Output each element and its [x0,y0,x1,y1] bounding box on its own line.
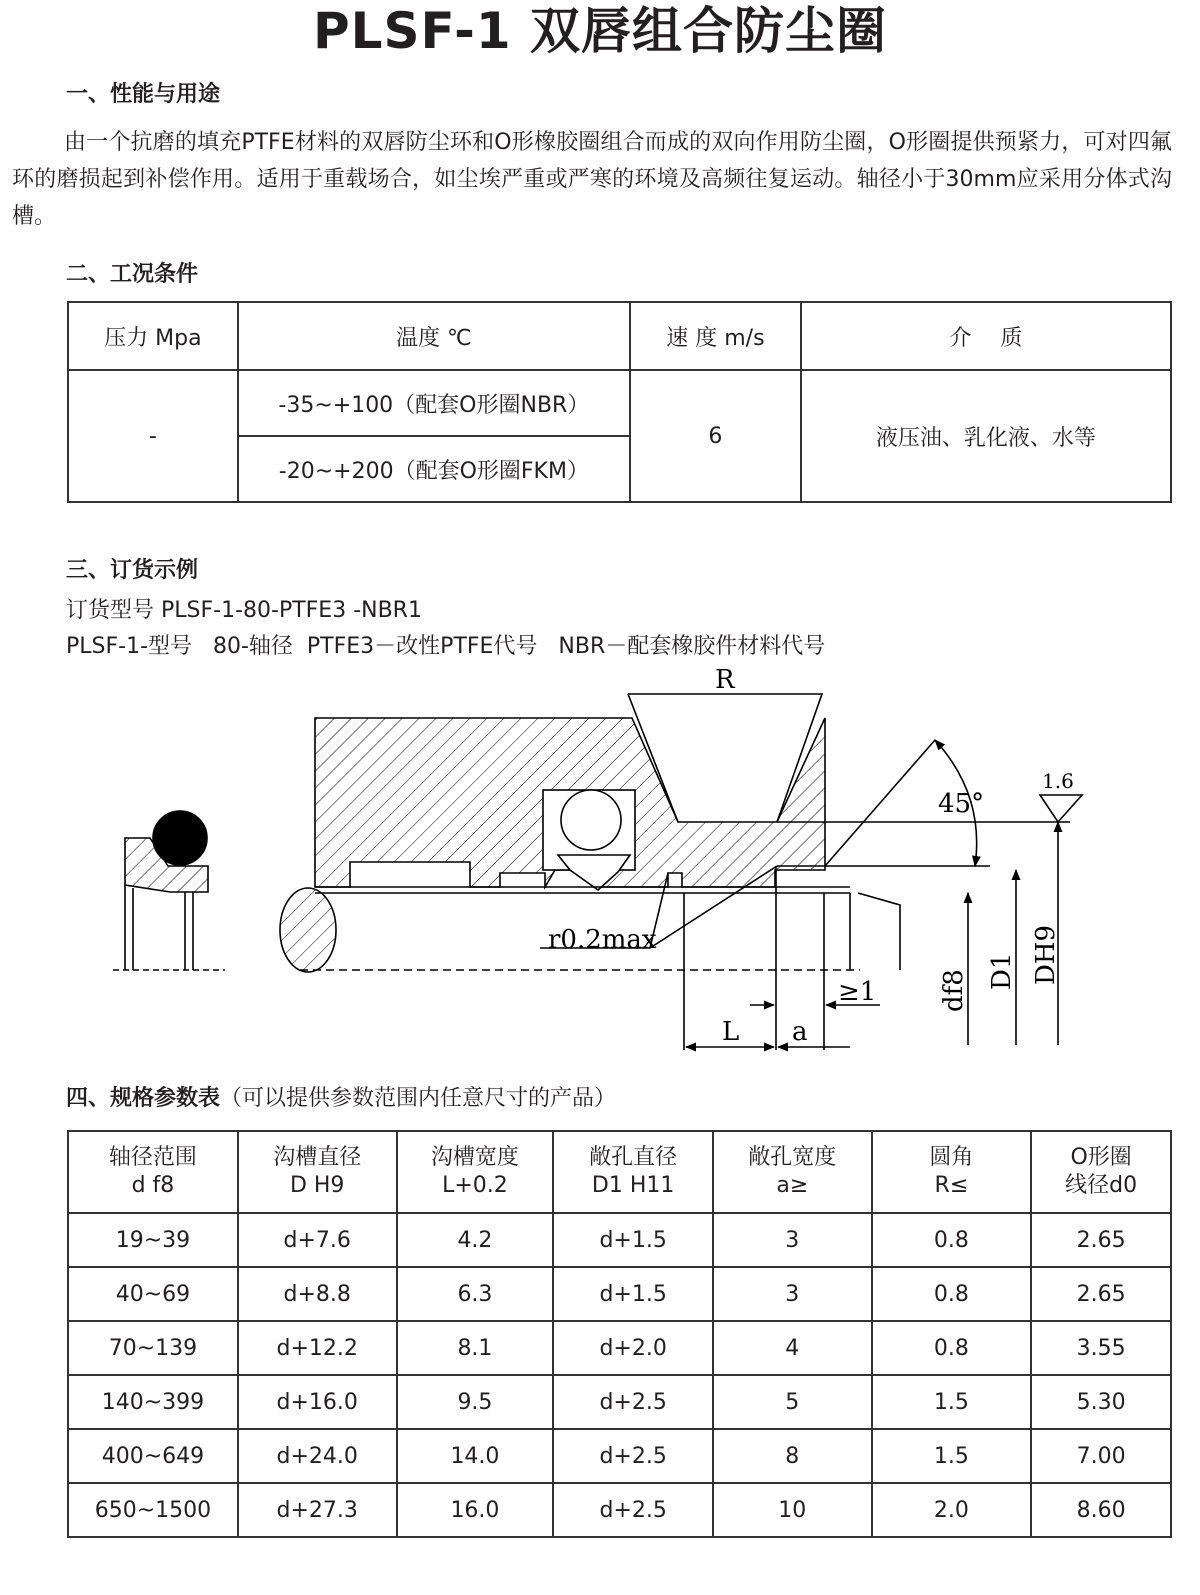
table-cell: d+8.8 [238,1267,397,1321]
table-cell: 7.00 [1031,1429,1171,1483]
conditions-table [67,301,1172,503]
table-cell: 2.0 [872,1483,1032,1537]
label-a: a [792,1017,808,1047]
label-angle: 45° [938,789,985,819]
performance-description: 由一个抗磨的填充PTFE材料的双唇防尘环和O形橡胶圈组合而成的双向作用防尘圈，O形圈提供预紧力，可对四氟环的磨损起到补偿作用。适用于重载场合，如尘埃严重或严寒的环境及高频往复运动。轴径小于30mm应采用分体式沟槽。 [12,130,1172,229]
table-row [68,1483,1171,1537]
table-cell: 650~1500 [68,1483,238,1537]
order-model-explanation: PLSF-1-型号 80-轴径 PTFE3－改性PTFE代号 NBR－配套橡胶件材料代号 [66,634,826,659]
table-cell: d+2.0 [553,1321,713,1375]
label-gap: ≥1 [838,977,877,1007]
header-groove-width: 沟槽宽度 L+0.2 [397,1131,554,1213]
table-cell: d+1.5 [553,1267,713,1321]
table-cell: 2.65 [1031,1213,1171,1267]
header-shaft-range: 轴径范围 d f8 [68,1131,238,1213]
section-heading-ordering: 三、订货示例 [66,558,199,583]
table-cell: d+7.6 [238,1213,397,1267]
section-heading-specs [66,1084,616,1114]
header-speed: 速 度 m/s [630,302,801,370]
table-cell: d+27.3 [238,1483,397,1537]
header-groove-diameter: 沟槽直径 D H9 [238,1131,397,1213]
table-cell: 400~649 [68,1429,238,1483]
table-cell: 140~399 [68,1375,238,1429]
label-l: L [722,1017,740,1047]
table-cell: 8 [713,1429,872,1483]
table-cell: 5.30 [1031,1375,1171,1429]
label-radius: r0.2max [548,925,657,955]
spec-header-row [68,1131,1171,1213]
table-row [68,1321,1171,1375]
table-cell: 3.55 [1031,1321,1171,1375]
shaft-section [280,888,336,972]
housing-section [315,718,825,890]
pressure-value: - [68,370,238,502]
table-cell: 0.8 [872,1267,1032,1321]
order-model: 订货型号 PLSF-1-80-PTFE3 -NBR1 [66,598,422,623]
header-radius: 圆角 R≤ [872,1131,1032,1213]
table-cell: 3 [713,1213,872,1267]
table-cell: 0.8 [872,1321,1032,1375]
table-cell: 4 [713,1321,872,1375]
table-cell: 40~69 [68,1267,238,1321]
header-temperature: 温度 ℃ [238,302,630,370]
temperature-fkm: -20~+200（配套O形圈FKM） [238,436,630,502]
temperature-nbr: -35~+100（配套O形圈NBR） [238,370,630,436]
table-cell: 2.65 [1031,1267,1171,1321]
table-cell: 8.60 [1031,1483,1171,1537]
label-r: R [715,665,735,695]
header-bore-diameter: 敞孔直径 D1 H11 [553,1131,713,1213]
page-title: PLSF-1 双唇组合防尘圈 [312,2,888,60]
header-oring-diameter: O形圈 线径d0 [1031,1131,1171,1213]
table-cell: d+24.0 [238,1429,397,1483]
specs-heading-text: 四、规格参数表 [66,1086,221,1111]
table-cell: 0.8 [872,1213,1032,1267]
table-cell: 8.1 [397,1321,554,1375]
table-cell: 4.2 [397,1213,554,1267]
table-cell: 14.0 [397,1429,554,1483]
label-roughness: 1.6 [1042,769,1074,793]
specs-heading-note: （可以提供参数范围内任意尺寸的产品） [220,1086,617,1111]
speed-value: 6 [630,370,801,502]
table-cell: 1.5 [872,1375,1032,1429]
section-heading-performance: 一、性能与用途 [66,82,221,107]
table-cell: 6.3 [397,1267,554,1321]
table-cell: 19~39 [68,1213,238,1267]
label-d1: D1 [987,952,1017,990]
conditions-header-row [68,302,1171,370]
table-row [68,1267,1171,1321]
table-cell: d+12.2 [238,1321,397,1375]
table-cell: 1.5 [872,1429,1032,1483]
label-dh9: DH9 [1031,924,1061,985]
label-df8: df8 [939,969,969,1012]
table-cell: 5 [713,1375,872,1429]
conditions-row [68,370,1171,436]
table-row [68,1213,1171,1267]
table-cell: 10 [713,1483,872,1537]
table-cell: 70~139 [68,1321,238,1375]
seal-groove-drawing [100,660,1100,1060]
section-heading-conditions: 二、工况条件 [66,262,199,287]
table-cell: d+2.5 [553,1429,713,1483]
table-cell: d+16.0 [238,1375,397,1429]
header-medium: 介 质 [801,302,1171,370]
table-cell: d+2.5 [553,1375,713,1429]
table-cell: d+2.5 [553,1483,713,1537]
medium-value: 液压油、乳化液、水等 [801,370,1171,502]
table-cell: 3 [713,1267,872,1321]
table-cell: 16.0 [397,1483,554,1537]
seal-profile-icon [113,811,225,970]
header-bore-width: 敞孔宽度 a≥ [713,1131,872,1213]
table-cell: 9.5 [397,1375,554,1429]
table-cell: d+1.5 [553,1213,713,1267]
spec-table [67,1130,1172,1538]
table-row [68,1375,1171,1429]
header-pressure: 压力 Mpa [68,302,238,370]
table-row [68,1429,1171,1483]
